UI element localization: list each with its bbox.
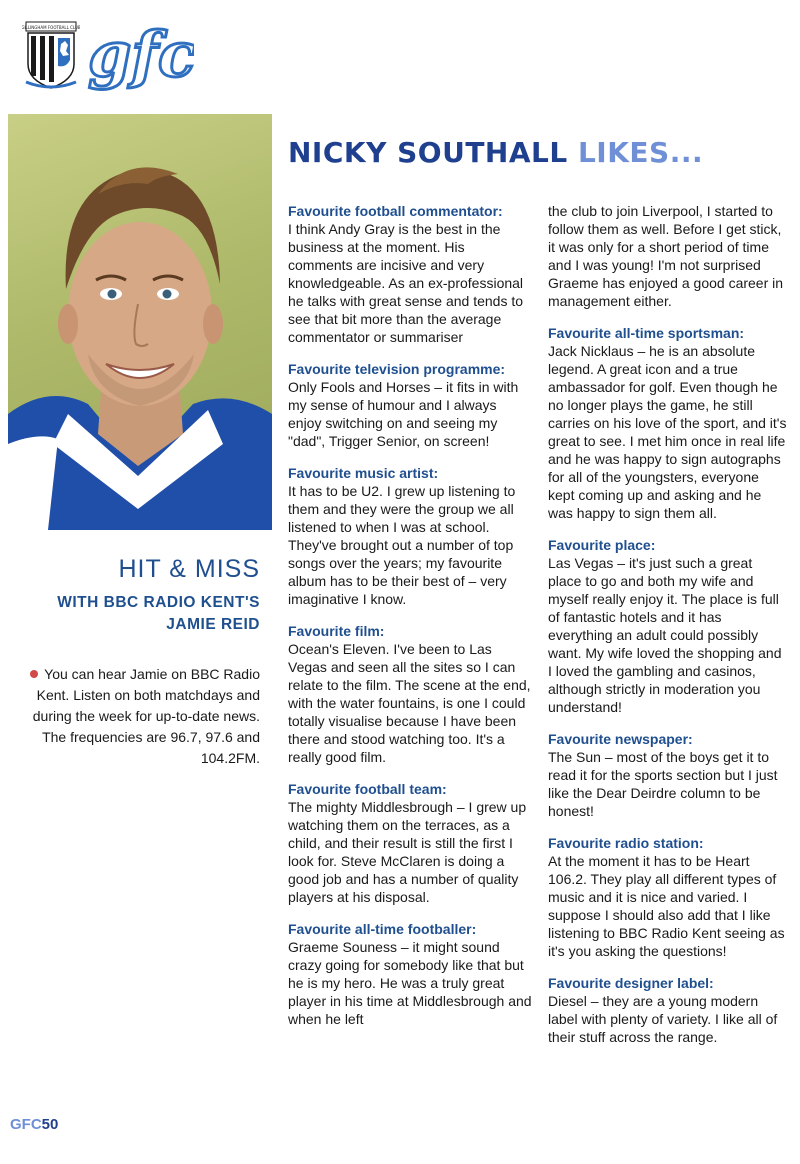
article-section: [288, 622, 533, 766]
section-heading: Favourite football team:: [288, 781, 447, 797]
subheading-line-1: WITH BBC RADIO KENT'S: [57, 594, 260, 611]
subheading-line-2: JAMIE REID: [166, 616, 260, 633]
page-title: [288, 136, 703, 169]
section-heading: Favourite television programme:: [288, 361, 506, 377]
section-heading: Favourite football commentator:: [288, 203, 503, 219]
article-section: [288, 780, 533, 906]
article-section: [548, 730, 788, 820]
section-heading: Favourite music artist:: [288, 465, 439, 481]
gfc-logo-text: gfc: [88, 18, 194, 91]
article-section: [288, 464, 533, 608]
section-heading: Favourite newspaper:: [548, 731, 693, 747]
section-text: Only Fools and Horses – it fits in with my sense of humour and I always enjoy switching on and seeing my "dad", Trigger Senior, on screen!: [288, 379, 519, 449]
radio-blurb: [30, 664, 260, 769]
club-crest-icon: [22, 20, 80, 92]
section-text: Graeme Souness – it might sound crazy going for somebody like that but he is my hero. He was a truly great player in his time at Middlesbrough and when he left: [288, 939, 532, 1027]
hit-and-miss-box: [20, 554, 260, 636]
article-section: [548, 974, 788, 1046]
hit-and-miss-heading: HIT & MISS: [118, 555, 260, 583]
player-photo: [8, 114, 272, 530]
article-column-2: [548, 202, 788, 1060]
section-heading: Favourite place:: [548, 537, 656, 553]
section-heading: Favourite designer label:: [548, 975, 714, 991]
article-section: [548, 324, 788, 522]
section-text: At the moment it has to be Heart 106.2. They play all different types of music and it is nice and varied. I suppose I should also add that I like listening to BBC Radio Kent seeing as it's you asking the questions!: [548, 853, 785, 959]
title-likes: LIKES...: [577, 136, 704, 169]
title-name: NICKY SOUTHALL: [288, 136, 568, 169]
section-text: Ocean's Eleven. I've been to Las Vegas and seen all the sites so I can relate to the film. The scene at the end, with the water fountains, is one I could totally visualise because I have been there and stood watching too. It's a really good film.: [288, 641, 531, 765]
section-heading: Favourite all-time footballer:: [288, 921, 477, 937]
crest-label: GILLINGHAM FOOTBALL CLUB: [22, 25, 80, 30]
section-text: The Sun – most of the boys get it to read it for the sports section but I just like the Dear Deirdre column to be honest!: [548, 749, 778, 819]
article-section: [288, 920, 533, 1028]
page-number: [10, 1116, 58, 1133]
continuation-text: the club to join Liverpool, I started to follow them as well. Before I get stick, it was only for a short period of time and I was young! I'm not surprised Graeme has enjoyed a good career in management either.: [548, 203, 784, 309]
article-section: [288, 202, 533, 346]
section-text: I think Andy Gray is the best in the business at the moment. His comments are incisive and very knowledgeable. As an ex-professional he talks with great sense and tends to see that bit more than the average commentator or summariser: [288, 221, 524, 345]
article-section: [288, 360, 533, 450]
section-heading: Favourite radio station:: [548, 835, 704, 851]
bullet-icon: [30, 670, 38, 678]
footer-gfc: GFC: [10, 1116, 42, 1133]
footer-page: 50: [41, 1116, 59, 1133]
section-text: Jack Nicklaus – he is an absolute legend. A great icon and a true ambassador for golf. Even though he no longer plays the game, he still carries on his love of the sport, and it's great to see. I met him once in real life and he was happy to sign autographs for all of the youngsters, everyone kept coming up and asking and he was happy to sign them all.: [548, 343, 787, 521]
section-heading: Favourite all-time sportsman:: [548, 325, 745, 341]
radio-blurb-text: You can hear Jamie on BBC Radio Kent. Listen on both matchdays and during the week for up-to-date news. The frequencies are 96.7, 97.6 and 104.2FM.: [32, 666, 260, 766]
hit-and-miss-subheading: [20, 592, 260, 636]
article-section: [548, 536, 788, 716]
gfc-logo: [84, 14, 194, 94]
section-text: The mighty Middlesbrough – I grew up watching them on the terraces, as a child, and their result is still the first I look for. Steve McClaren is doing a good job and has a number of quality players at his disposal.: [288, 799, 527, 905]
section-text: Las Vegas – it's just such a great place to go and both my wife and myself really enjoy it. The place is full of fantastic hotels and it has everything an adult could possibly want. My wife loved the shopping and I loved the gambling and casinos, although strictly in moderation you understand!: [548, 555, 782, 715]
section-text: Diesel – they are a young modern label with plenty of variety. I like all of their stuff across the range.: [548, 993, 778, 1045]
article-section: [548, 834, 788, 960]
article-column-1: [288, 202, 533, 1042]
section-text: It has to be U2. I grew up listening to them and they were the group we all listened to when I was at school. They've brought out a number of top songs over the years; my favourite album has to be their best of – very imaginative I know.: [288, 483, 516, 607]
section-heading: Favourite film:: [288, 623, 385, 639]
